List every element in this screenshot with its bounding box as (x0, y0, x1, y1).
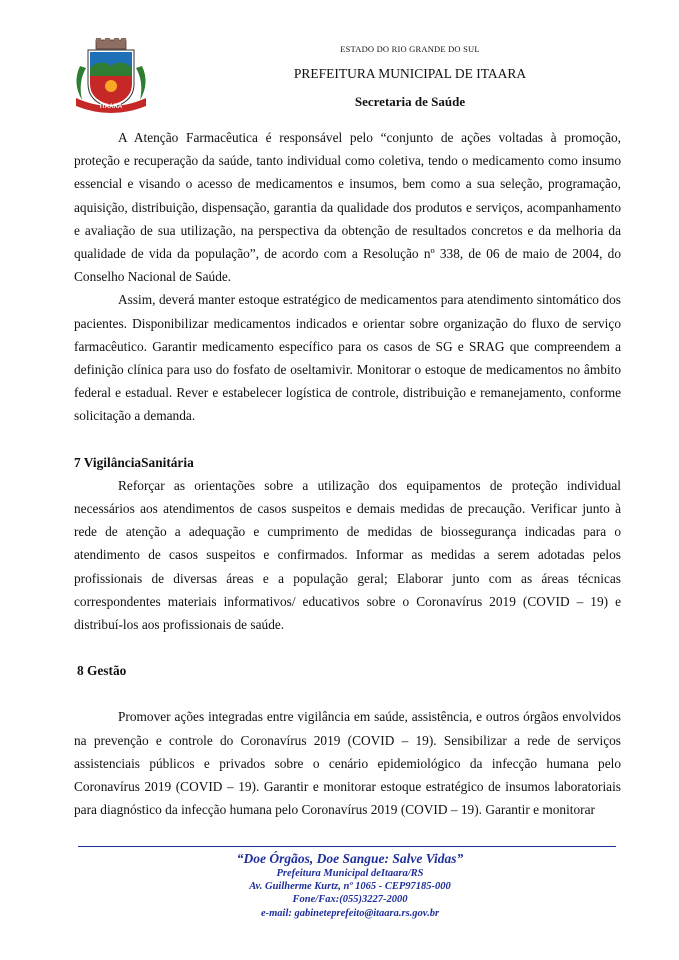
crest-ribbon-text: ITAARA (99, 104, 123, 110)
footer-phone: Fone/Fax:(055)3227-2000 (292, 894, 408, 906)
paragraph-vigilancia-sanitaria: Reforçar as orientações sobre a utilização dos equipamentos de proteção individual necessários aos atendimentos de casos suspeitos e demais medidas de precaução. Verificar junto à rede de atenção a adequação e cumprimento de medidas de biossegurança indicadas para o atendimento de casos suspeitos e confirmados. Informar as medidas a serem adotadas pelos profissionais de diversas áreas e a população geral; Elaborar junto com as áreas técnicas correspondentes materiais informativos/ educativos sobre o Coronavírus 2019 (COVID – 19) e distribuí-los aos profissionais de saúde. (74, 477, 621, 633)
paragraph-estoque-estrategico: Assim, deverá manter estoque estratégico de medicamentos para atendimento sintomático dos pacientes. Disponibilizar medicamentos indicados e orientar sobre organização do fluxo de serviço farmacêutico. Garantir medicamento específico para os casos de SG e SRAG que compreendem a definição clínica para uso do fosfato de oseltamivir. Monitorar o estoque de medicamentos no âmbito federal e estadual. Rever e estabelecer logística de controle, distribuição e remanejamento, conforme solicitação a demanda. (74, 292, 621, 424)
paragraph-atencao-farmaceutica: A Atenção Farmacêutica é responsável pelo “conjunto de ações voltadas à promoção, proteção e recuperação da saúde, tanto individual como coletiva, tendo o medicamento como insumo essencial e visando o acesso de medicamentos e insumos, bem como a sua seleção, programação, aquisição, distribuição, dispensação, garantia da qualidade dos produtos e serviços, acompanhamento e avaliação de sua utilização, na perspectiva da obtenção de resultados concretos e da melhoria da qualidade de vida da população”, de acordo com a Resolução nº 338, de 06 de maio de 2004, do Conselho Nacional de Saúde. (74, 130, 621, 285)
footer-email: e-mail: gabineteprefeito@itaara.rs.gov.br (260, 907, 440, 919)
footer-divider (78, 846, 616, 847)
prefeitura-name: PREFEITURA MUNICIPAL DE ITAARA (293, 66, 527, 81)
footer (120, 850, 580, 920)
paragraph-gestao: Promover ações integradas entre vigilância em saúde, assistência, e outros órgãos envolvidos na prevenção e controle do Coronavírus 2019 (COVID – 19). Sensibilizar a rede de serviços assistenciais públicos e privados sobre o cenário epidemiológico da infecção humana pelo Coronavírus 2019 (COVID – 19). Garantir e monitorar estoque estratégico de insumos laboratoriais para diagnóstico da infecção humana pelo Coronavírus 2019 (COVID – 19). Garantir e monitorar (74, 709, 621, 818)
section-heading-gestao: 8 Gestão (77, 663, 127, 679)
secretaria-name: Secretaria de Saúde (354, 94, 466, 109)
footer-slogan: “Doe Órgãos, Doe Sangue: Salve Vidas” (236, 851, 464, 866)
state-name: ESTADO DO RIO GRANDE DO SUL (340, 44, 480, 54)
document-body (74, 126, 621, 821)
municipal-crest-icon (70, 38, 152, 114)
footer-prefeitura: Prefeitura Municipal deItaara/RS (276, 868, 424, 879)
letterhead (0, 0, 679, 120)
section-heading-vigilancia-sanitaria: 7 VigilânciaSanitária (74, 454, 194, 470)
footer-address: Av. Guilherme Kurtz, nº 1065 - CEP97185-000 (249, 881, 451, 893)
